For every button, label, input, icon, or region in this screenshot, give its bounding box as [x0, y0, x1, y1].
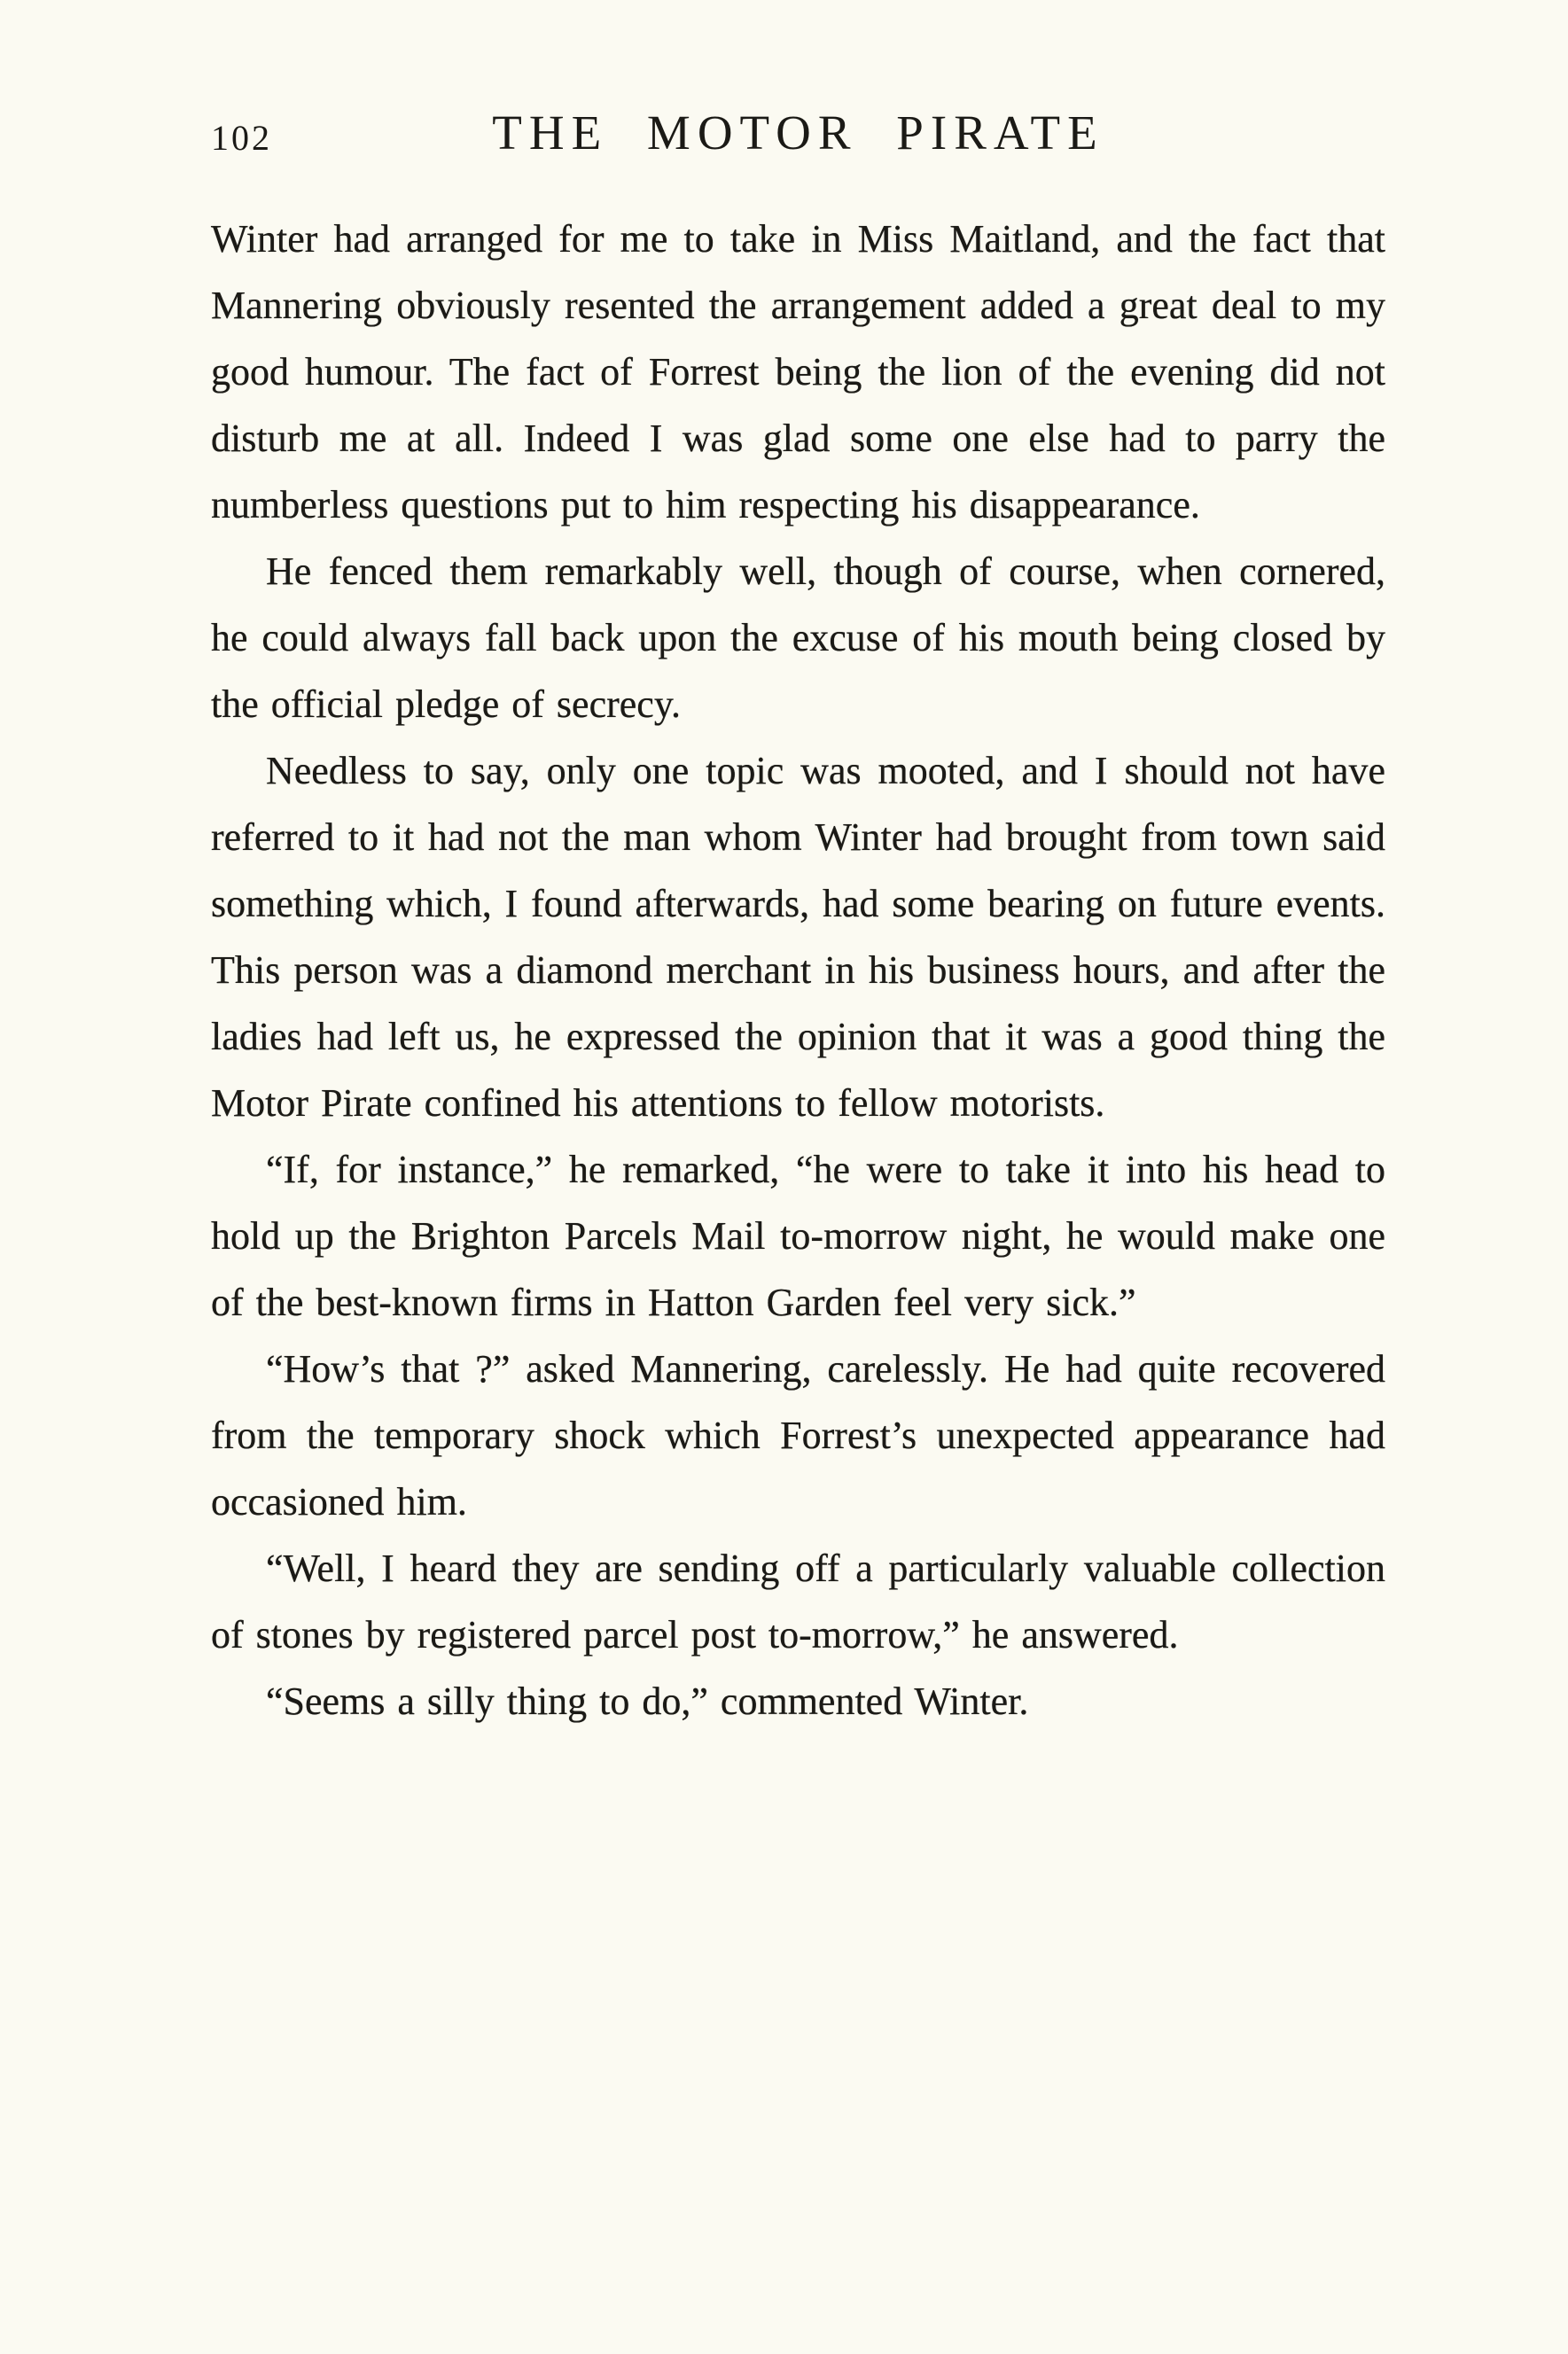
paragraph: He fenced them remarkably well, though of course, when cornered, he could always fall back upon the excuse of his mouth being closed by the official pledge of secrecy.	[211, 550, 1385, 726]
page-header	[211, 105, 1385, 193]
paragraph: Needless to say, only one topic was mooted, and I should not have referred to it had not the man whom Winter had brought from town said something which, I found afterwards, had some bearing on future events. This person was a diamond merchant in his business hours, and after the ladies had left us, he expressed the opinion that it was a good thing the Motor Pirate confined his attentions to fellow motorists.	[211, 749, 1385, 1125]
running-title: THE MOTOR PIRATE	[492, 105, 1104, 160]
page-number: 102	[211, 118, 272, 158]
paragraph: Winter had arranged for me to take in Miss Maitland, and the fact that Mannering obviously resented the arrangement added a great deal to my good humour. The fact of Forrest being the lion of the evening did not disturb me at all. Indeed I was glad some one else had to parry the numberless questions put to him respecting his disappearance.	[211, 217, 1385, 526]
paragraph: “How’s that ?” asked Mannering, carelessly. He had quite recovered from the temporary shock which Forrest’s unexpected appearance had occasioned him.	[211, 1347, 1385, 1524]
paragraph: “Seems a silly thing to do,” commented Winter.	[266, 1680, 1029, 1723]
page-body	[211, 206, 1385, 1734]
paragraph: “If, for instance,” he remarked, “he were to take it into his head to hold up the Brighton Parcels Mail to-morrow night, he would make one of the best-known firms in Hatton Garden feel very sick.”	[211, 1148, 1385, 1324]
paragraph: “Well, I heard they are sending off a particularly valuable collection of stones by registered parcel post to-morrow,” he answered.	[211, 1547, 1385, 1656]
